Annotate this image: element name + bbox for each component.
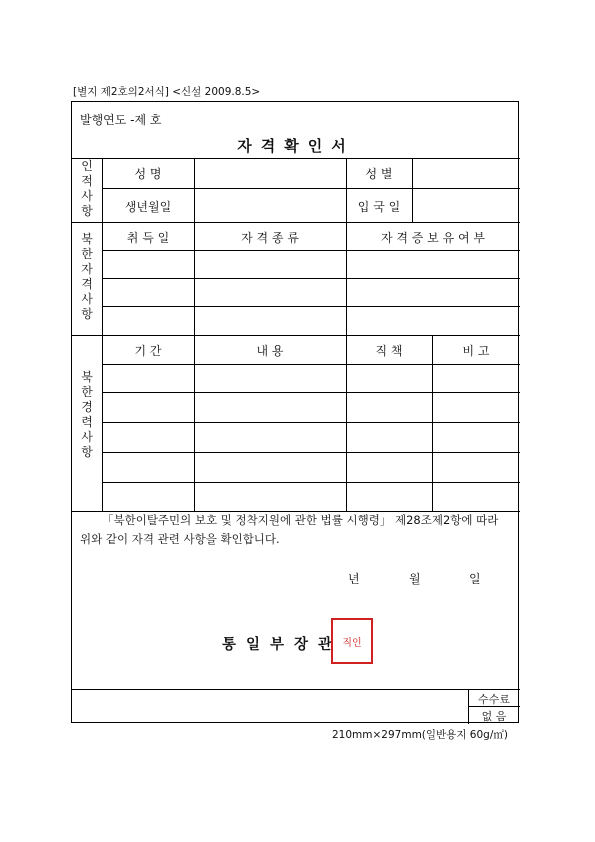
- declaration-text: 「북한이탈주민의 보호 및 정착지원에 관한 법률 시행령」 제28조제2항에 따라 위와 같이 자격 관련 사항을 확인합니다.: [80, 513, 499, 546]
- qualification-header-holding: 자 격 증 보 유 여 부: [380, 231, 486, 245]
- date-day-label: 일: [469, 572, 481, 586]
- career-header-position: 직 책: [375, 344, 403, 358]
- minister-title: 통일부장관: [222, 636, 343, 653]
- entry-date-label: 입 국 일: [357, 200, 401, 214]
- paper-spec: 210mm×297mm(일반용지 60g/㎡): [332, 729, 508, 741]
- fee-label: 수수료: [478, 693, 510, 706]
- career-header-period: 기 간: [134, 344, 162, 358]
- official-seal-box: [331, 618, 373, 664]
- date-year-label: 년: [348, 572, 360, 586]
- career-header-remarks: 비 고: [462, 344, 490, 358]
- date-month-label: 월: [409, 572, 421, 586]
- career-section-label: 북한경력사항: [81, 370, 93, 459]
- name-label: 성 명: [134, 167, 162, 181]
- birthdate-label: 생년월일: [124, 200, 172, 214]
- qualification-header-acquired-date: 취 득 일: [126, 231, 170, 245]
- career-header-content: 내 용: [256, 344, 284, 358]
- qualification-certificate-form: [71, 101, 519, 723]
- qualification-section-label: 북한자격사항: [81, 232, 93, 321]
- qualification-header-type: 자 격 종 류: [241, 231, 299, 245]
- gender-label: 성 별: [365, 167, 393, 181]
- personal-section-label: 인적사항: [81, 159, 93, 218]
- form-header-note: [별지 제2호의2서식] <신설 2009.8.5>: [73, 86, 261, 98]
- issue-number-line: 발행연도 -제 호: [80, 113, 162, 127]
- seal-label: 직인: [342, 637, 362, 649]
- fee-value: 없 음: [481, 710, 507, 723]
- document-title: 자격확인서: [237, 137, 355, 155]
